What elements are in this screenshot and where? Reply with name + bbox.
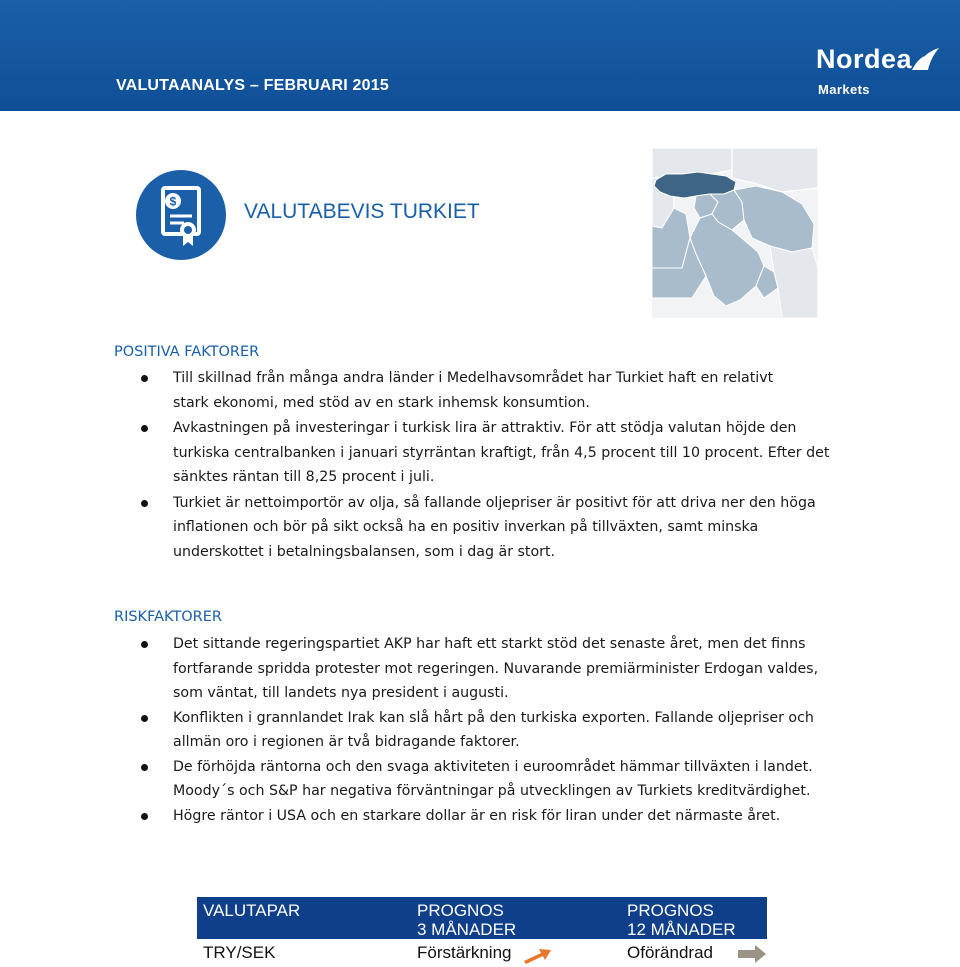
arrow-up-right-icon [523,944,553,964]
risk-factors-heading: RISKFAKTORER [114,609,222,625]
forecast-table-header [197,897,767,939]
nordea-sail-icon [912,46,942,72]
currency-pair-cell: TRY/SEK [203,943,276,962]
bullet-icon [141,425,148,432]
bullet-icon [141,641,148,648]
forecast-12m-cell: Oförändrad [627,943,713,962]
risk-factors-list [114,632,844,828]
page-header [0,0,960,111]
forecast-3m-cell: Förstärkning [417,943,512,962]
certificate-dollar-icon [136,170,226,260]
svg-text:$: $ [169,194,177,209]
list-item: Konflikten i grannlandet Irak kan slå hårt på den turkiska exporten. Fallande oljepriser och allmän oro i regionen är två bidragande faktorer. [114,706,844,755]
arrow-right-icon [737,945,767,963]
logo-name: Nordea [816,44,913,74]
list-item: De förhöjda räntorna och den svaga aktiviteten i euroområdet hämmar tillväxten i landet. Moody´s och S&P har negativa förväntningar på utvecklingen av Turkiets kreditvärdighet. [114,755,844,804]
bullet-icon [141,764,148,771]
list-item: Det sittande regeringspartiet AKP har haft ett starkt stöd det senaste året, men det finns fortfarande spridda protester mot regeringen. Nuvarande premiärminister Erdogan valdes, som väntat, till landets nya president i augusti. [114,632,844,706]
bullet-icon [141,375,148,382]
list-item: Högre räntor i USA och en starkare dollar är en risk för liran under det närmaste året. [114,804,844,829]
list-item: Till skillnad från många andra länder i Medelhavsområdet har Turkiet haft en relativt stark ekonomi, med stöd av en stark inhemsk konsumtion. [114,366,844,415]
column-header-3m: PROGNOS 3 MÅNADER [417,901,517,939]
list-item: Avkastningen på investeringar i turkisk lira är attraktiv. För att stödja valutan höjde den turkiska centralbanken i januari styrräntan kraftigt, från 4,5 procent till 10 procent. Efter det sänktes räntan till 8,25 procent i juli. [114,416,844,490]
column-header-12m: PROGNOS 12 MÅNADER [627,901,736,939]
bullet-icon [141,715,148,722]
bullet-icon [141,813,148,820]
table-row [197,939,767,967]
positive-factors-list [114,366,844,565]
middle-east-map-turkey-highlighted [652,148,818,318]
forecast-table [197,897,767,967]
logo-subtitle: Markets [818,82,870,97]
page-title: VALUTABEVIS TURKIET [244,200,480,223]
report-title: VALUTAANALYS – FEBRUARI 2015 [116,77,389,94]
list-item: Turkiet är nettoimportör av olja, så fallande oljepriser är positivt för att driva ner den höga inflationen och bör på sikt också ha en positiv inverkan på tillväxten, samt minska underskottet i betalningsbalansen, som i dag är stort. [114,491,844,565]
column-header-pair: VALUTAPAR [203,901,301,920]
bullet-icon [141,500,148,507]
nordea-markets-logo [816,44,946,100]
positive-factors-heading: POSITIVA FAKTORER [114,344,260,360]
